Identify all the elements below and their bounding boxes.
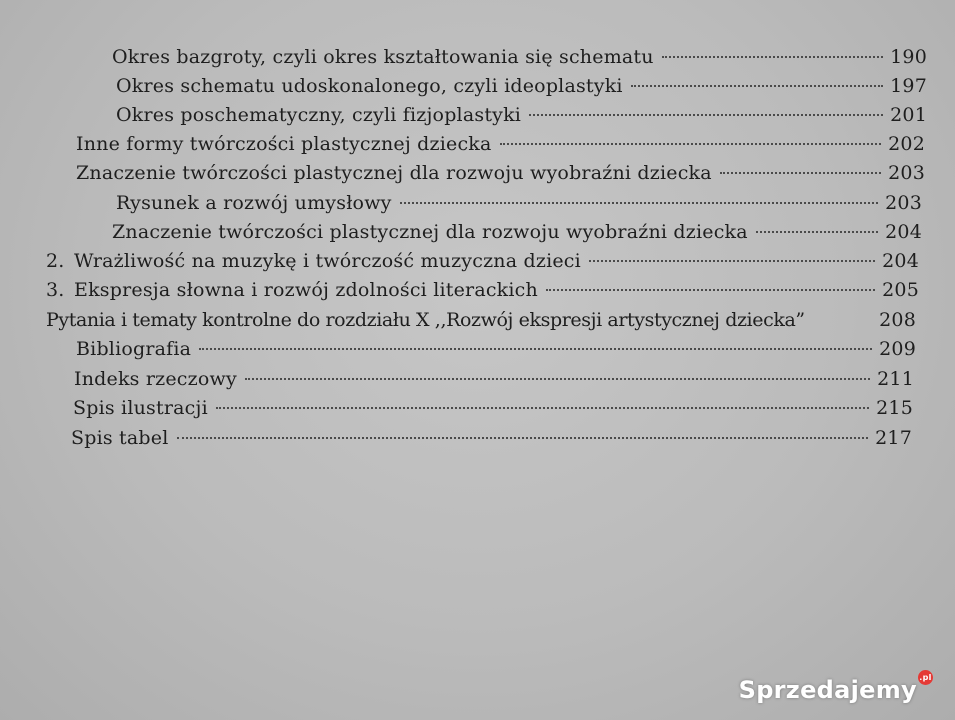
toc-entry-label: Inne formy twórczości plastycznej dziecka bbox=[76, 133, 492, 155]
toc-entry bbox=[116, 190, 922, 217]
toc-entry bbox=[73, 395, 913, 422]
toc-entry-page: 203 bbox=[888, 162, 925, 184]
dot-leader bbox=[216, 407, 869, 409]
toc-entry-number: 3. bbox=[46, 279, 65, 301]
dot-leader bbox=[400, 202, 878, 204]
dot-leader bbox=[500, 143, 881, 145]
toc-entry-label: Znaczenie twórczości plastycznej dla rozwoju wyobraźni dziecka bbox=[76, 162, 712, 184]
toc-entry-label: Wrażliwość na muzykę i twórczość muzyczna dzieci bbox=[74, 250, 581, 272]
toc-entry bbox=[112, 44, 927, 71]
toc-entry bbox=[112, 219, 922, 246]
dot-leader bbox=[662, 56, 883, 58]
dot-leader bbox=[177, 437, 869, 439]
dot-leader bbox=[529, 114, 883, 116]
toc-entry-label: Pytania i tematy kontrolne do rozdziału X ,,Rozwój ekspresji artystycznej dziecka” bbox=[46, 309, 805, 331]
toc-entry-page: 204 bbox=[882, 250, 919, 272]
dot-leader bbox=[756, 231, 878, 233]
toc-entry-label: Bibliografia bbox=[76, 338, 192, 360]
toc-entry bbox=[46, 307, 916, 334]
toc-entry bbox=[76, 131, 925, 158]
toc-entry-label: Okres bazgroty, czyli okres kształtowania się schematu bbox=[112, 46, 654, 68]
toc-entry-page: 197 bbox=[890, 75, 927, 97]
toc-entry-page: 208 bbox=[879, 309, 916, 331]
toc-entry bbox=[76, 160, 925, 187]
watermark-badge: .pl bbox=[918, 670, 933, 685]
toc-entry bbox=[76, 336, 916, 363]
toc-entry-page: 201 bbox=[890, 104, 927, 126]
toc-entry-page: 215 bbox=[876, 397, 913, 419]
toc-entry-label: Indeks rzeczowy bbox=[74, 368, 237, 390]
toc-entry-label: Spis ilustracji bbox=[73, 397, 208, 419]
toc-entry-page: 190 bbox=[890, 46, 927, 68]
toc-entry bbox=[46, 277, 919, 304]
dot-leader bbox=[546, 289, 875, 291]
toc-entry-page: 204 bbox=[885, 221, 922, 243]
toc-entry-page: 202 bbox=[888, 133, 925, 155]
toc-entry-page: 217 bbox=[875, 427, 912, 449]
toc-entry-page: 209 bbox=[879, 338, 916, 360]
toc-entry bbox=[74, 366, 914, 393]
toc-entry-page: 211 bbox=[877, 368, 914, 390]
toc-entry-label: Rysunek a rozwój umysłowy bbox=[116, 192, 392, 214]
sprzedajemy-watermark bbox=[738, 673, 933, 704]
toc-entry-label: Okres poschematyczny, czyli fizjoplastyki bbox=[116, 104, 522, 126]
toc-entry-label: Znaczenie twórczości plastycznej dla rozwoju wyobraźni dziecka bbox=[112, 221, 748, 243]
toc-entry bbox=[116, 102, 927, 129]
watermark-text: Sprzedajemy bbox=[738, 676, 917, 704]
toc-entry bbox=[46, 248, 919, 275]
toc-entry-number: 2. bbox=[46, 250, 65, 272]
dot-leader bbox=[199, 348, 872, 350]
toc-entry bbox=[71, 425, 912, 452]
toc-entry-page: 205 bbox=[882, 279, 919, 301]
toc-entry-page: 203 bbox=[885, 192, 922, 214]
dot-leader bbox=[631, 85, 883, 87]
toc-entry bbox=[116, 73, 927, 100]
dot-leader bbox=[245, 378, 870, 380]
dot-leader bbox=[589, 260, 875, 262]
dot-leader bbox=[720, 172, 881, 174]
toc-entry-label: Ekspresja słowna i rozwój zdolności literackich bbox=[74, 279, 538, 301]
toc-entry-label: Spis tabel bbox=[71, 427, 169, 449]
toc-entry-label: Okres schematu udoskonalonego, czyli ideoplastyki bbox=[116, 75, 623, 97]
